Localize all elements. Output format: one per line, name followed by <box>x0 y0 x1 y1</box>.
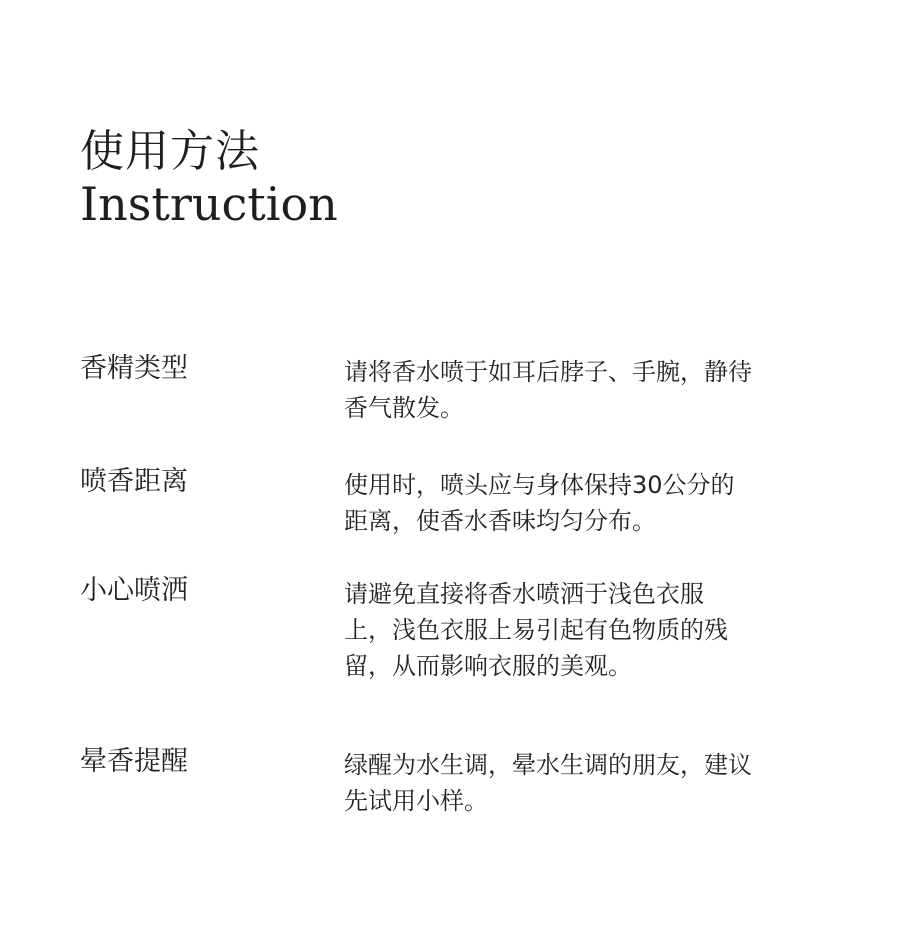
instruction-description <box>344 747 764 819</box>
instruction-description <box>344 576 764 684</box>
instruction-label: 喷香距离 <box>80 466 188 497</box>
instruction-line: 留，从而影响衣服的美观。 <box>344 652 632 680</box>
page-title-english: Instruction <box>80 177 338 231</box>
instruction-label: 晕香提醒 <box>80 746 188 777</box>
instruction-label: 小心喷洒 <box>80 575 188 606</box>
instruction-line: 请避免直接将香水喷洒于浅色衣服 <box>344 580 704 608</box>
instruction-line: 请将香水喷于如耳后脖子、手腕，静待 <box>344 358 752 386</box>
instruction-line: 使用时，喷头应与身体保持30公分的 <box>344 471 735 499</box>
instruction-line: 香气散发。 <box>344 394 464 422</box>
instruction-description <box>344 467 764 539</box>
instruction-label: 香精类型 <box>80 353 188 384</box>
instruction-line: 先试用小样。 <box>344 787 488 815</box>
instruction-line: 上，浅色衣服上易引起有色物质的残 <box>344 616 728 644</box>
instruction-description <box>344 354 764 426</box>
page-title-block <box>80 126 338 230</box>
instruction-line: 绿醒为水生调，晕水生调的朋友，建议 <box>344 751 752 779</box>
instruction-line: 距离，使香水香味均匀分布。 <box>344 507 656 535</box>
page-title-chinese: 使用方法 <box>80 126 260 177</box>
